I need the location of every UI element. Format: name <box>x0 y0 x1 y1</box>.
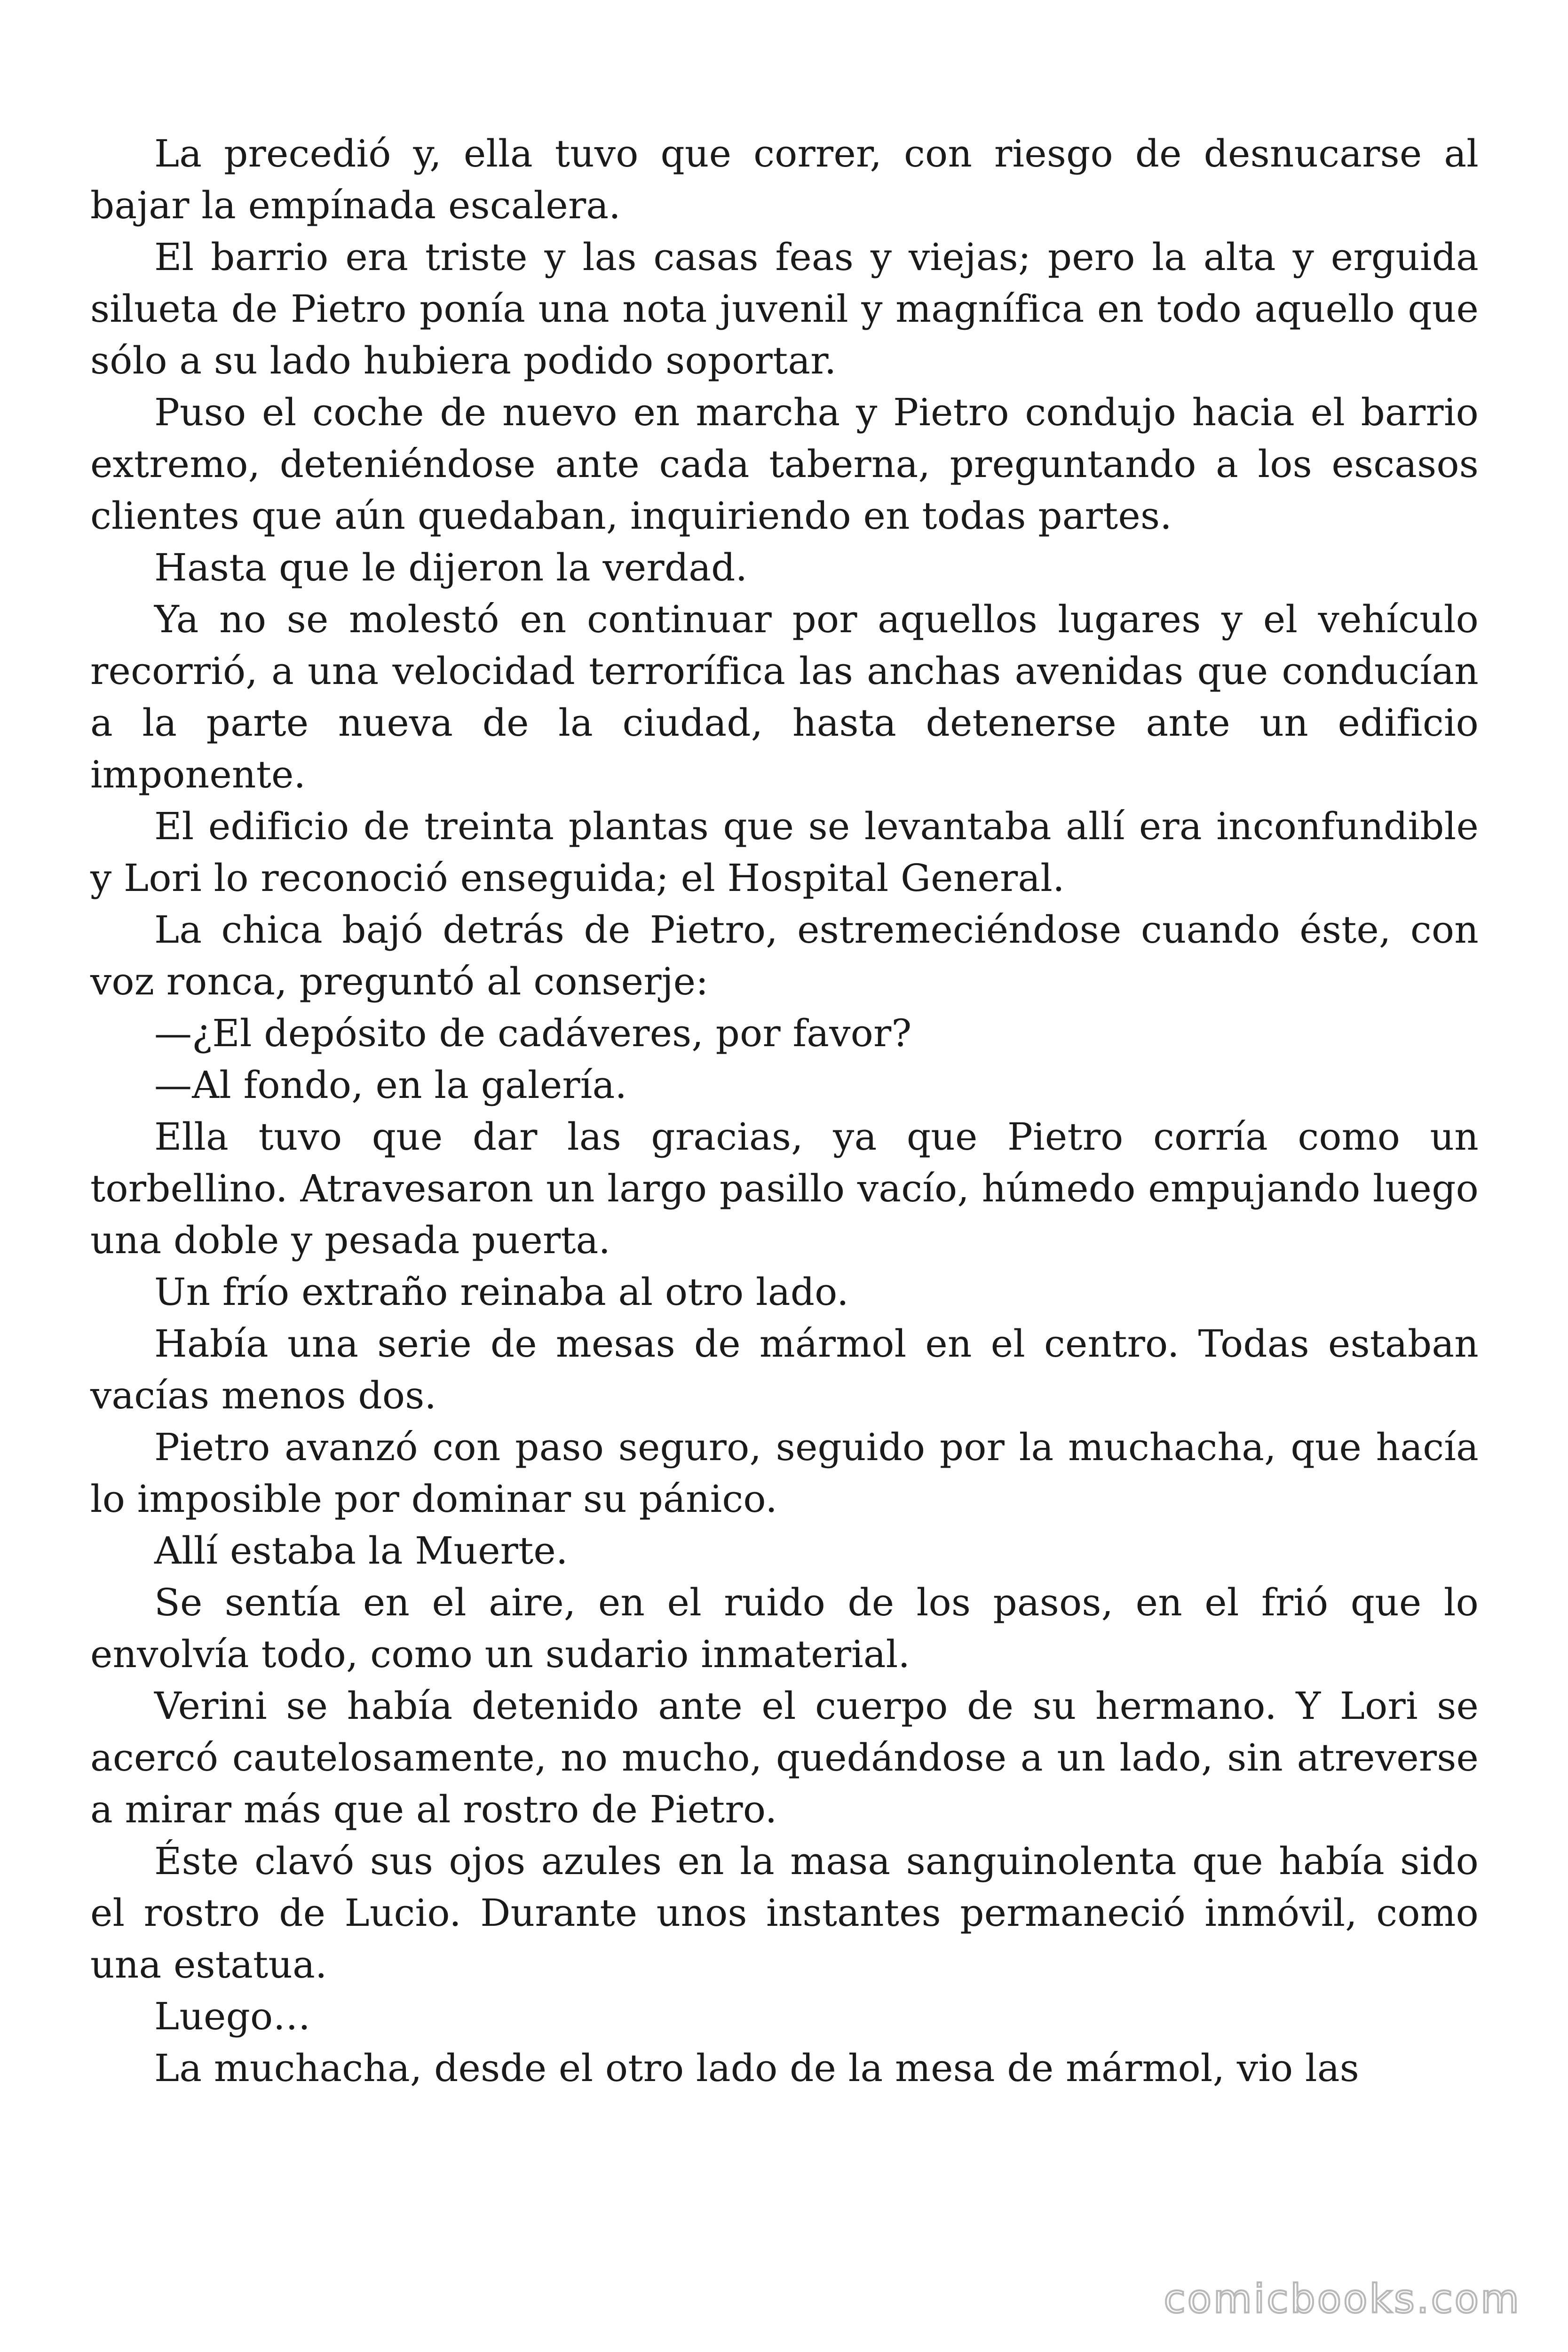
dialogue-line: —Al fondo, en la galería. <box>154 1063 627 1107</box>
paragraph: Puso el coche de nuevo en marcha y Pietro condujo hacia el barrio extremo, deteniéndose ante cada taberna, preguntando a los escasos clientes que aún quedaban, inquiriendo en todas partes. <box>90 390 1479 538</box>
body-text <box>90 128 1479 2094</box>
paragraph: Ella tuvo que dar las gracias, ya que Pietro corría como un torbellino. Atravesaron un largo pasillo vacío, húmedo empujando luego una doble y pesada puerta. <box>90 1115 1479 1262</box>
paragraph: El edificio de treinta plantas que se levantaba allí era inconfundible y Lori lo reconoció enseguida; el Hospital General. <box>90 804 1479 900</box>
dialogue-line: —¿El depósito de cadáveres, por favor? <box>154 1011 912 1055</box>
paragraph: La precedió y, ella tuvo que correr, con riesgo de desnucarse al bajar la empínada escalera. <box>90 132 1479 227</box>
paragraph: Éste clavó sus ojos azules en la masa sanguinolenta que había sido el rostro de Lucio. Durante unos instantes permaneció inmóvil, como una estatua. <box>90 1839 1479 1986</box>
paragraph: Ya no se molestó en continuar por aquellos lugares y el vehículo recorrió, a una velocidad terrorífica las anchas avenidas que conducían a la parte nueva de la ciudad, hasta detenerse ante un edificio imponente. <box>90 597 1479 796</box>
paragraph: Verini se había detenido ante el cuerpo de su hermano. Y Lori se acercó cautelosamente, no mucho, quedándose a un lado, sin atreverse a mirar más que al rostro de Pietro. <box>90 1684 1479 1831</box>
paragraph: Luego… <box>154 1994 311 2038</box>
paragraph: Pietro avanzó con paso seguro, seguido por la muchacha, que hacía lo imposible por dominar su pánico. <box>90 1425 1479 1521</box>
watermark: comicbooks.com <box>1164 2276 1521 2322</box>
paragraph: La chica bajó detrás de Pietro, estremeciéndose cuando éste, con voz ronca, preguntó al conserje: <box>90 908 1479 1003</box>
paragraph: Hasta que le dijeron la verdad. <box>154 546 748 589</box>
paragraph: Había una serie de mesas de mármol en el centro. Todas estaban vacías menos dos. <box>90 1322 1479 1417</box>
paragraph: Se sentía en el aire, en el ruido de los pasos, en el frió que lo envolvía todo, como un sudario inmaterial. <box>90 1581 1479 1676</box>
paragraph: El barrio era triste y las casas feas y viejas; pero la alta y erguida silueta de Pietro ponía una nota juvenil y magnífica en todo aquello que sólo a su lado hubiera podido soportar. <box>90 235 1479 382</box>
paragraph: Un frío extraño reinaba al otro lado. <box>154 1270 849 1314</box>
paragraph: Allí estaba la Muerte. <box>154 1529 568 1573</box>
paragraph: La muchacha, desde el otro lado de la mesa de mármol, vio las <box>154 2046 1359 2090</box>
